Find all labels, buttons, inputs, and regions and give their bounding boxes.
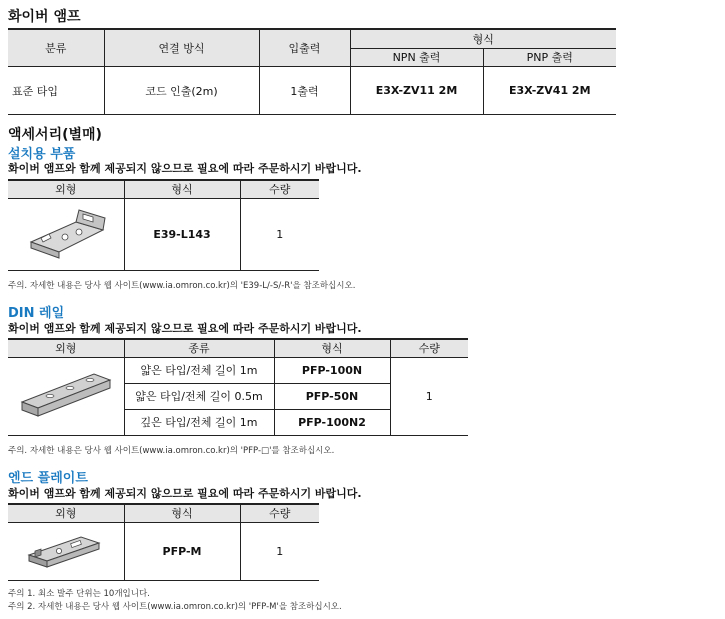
din-header-appearance: 외형 [8, 339, 124, 357]
row-connection: 코드 인출(2m) [104, 67, 259, 115]
mounting-header-model: 형식 [124, 180, 240, 198]
din-row-type: 얇은 타입/전체 길이 1m [124, 357, 274, 383]
end-plate-image [21, 529, 111, 573]
mounting-title: 설치용 부품 [8, 147, 76, 162]
endplate-header-model: 형식 [124, 504, 240, 522]
mounting-bracket-image [21, 204, 111, 264]
header-pnp: PNP 출력 [483, 48, 616, 66]
accessories-title: 액세서리(별매) [8, 127, 102, 143]
din-header-type: 종류 [124, 339, 274, 357]
row-npn-model: E3X-ZV11 2M [350, 67, 483, 115]
mounting-table [8, 179, 319, 271]
endplate-qty: 1 [240, 522, 319, 580]
row-category: 표준 타입 [8, 67, 104, 115]
endplate-model: PFP-M [124, 522, 240, 580]
mounting-header-appearance: 외형 [8, 180, 124, 198]
din-row-model: PFP-100N [274, 357, 390, 383]
page-title: 화이버 앰프 [8, 9, 81, 25]
din-row-model: PFP-100N2 [274, 409, 390, 435]
mounting-desc: 화이버 앰프와 함께 제공되지 않으므로 필요에 따라 주문하시기 바랍니다. [8, 162, 362, 175]
mounting-qty: 1 [240, 198, 319, 270]
endplate-image-cell [8, 522, 124, 580]
din-image-cell [8, 357, 124, 435]
endplate-note-2: 주의 2. 자세한 내용은 당사 웹 사이트(www.ia.omron.co.kr)의 'PFP-M'을 참조하십시오. [8, 602, 342, 612]
din-note: 주의. 자세한 내용은 당사 웹 사이트(www.ia.omron.co.kr)의 'PFP-□'를 참조하십시오. [8, 446, 335, 456]
din-header-model: 형식 [274, 339, 390, 357]
header-output: 입출력 [259, 29, 350, 67]
fiber-amp-table [8, 28, 616, 115]
header-model: 형식 [350, 29, 616, 48]
din-rail-image [16, 368, 116, 424]
row-output: 1출력 [259, 67, 350, 115]
endplate-table [8, 503, 319, 581]
endplate-title: 엔드 플레이트 [8, 471, 88, 486]
mounting-note: 주의. 자세한 내용은 당사 웹 사이트(www.ia.omron.co.kr)의 'E39-L/-S/-R'을 참조하십시오. [8, 281, 356, 291]
din-qty: 1 [390, 357, 468, 435]
din-row-model: PFP-50N [274, 383, 390, 409]
mounting-header-qty: 수량 [240, 180, 319, 198]
din-table [8, 338, 468, 436]
mounting-model: E39-L143 [124, 198, 240, 270]
din-row-type: 깊은 타입/전체 길이 1m [124, 409, 274, 435]
din-header-qty: 수량 [390, 339, 468, 357]
header-npn: NPN 출력 [350, 48, 483, 66]
endplate-header-appearance: 외형 [8, 504, 124, 522]
header-category: 분류 [8, 29, 104, 67]
header-connection: 연결 방식 [104, 29, 259, 67]
din-row-type: 얇은 타입/전체 길이 0.5m [124, 383, 274, 409]
endplate-note-1: 주의 1. 최소 발주 단위는 10개입니다. [8, 589, 150, 599]
mounting-image-cell [8, 198, 124, 270]
din-desc: 화이버 앰프와 함께 제공되지 않으므로 필요에 따라 주문하시기 바랍니다. [8, 322, 362, 335]
din-title: DIN 레일 [8, 306, 65, 321]
endplate-header-qty: 수량 [240, 504, 319, 522]
row-pnp-model: E3X-ZV41 2M [483, 67, 616, 115]
endplate-desc: 화이버 앰프와 함께 제공되지 않으므로 필요에 따라 주문하시기 바랍니다. [8, 487, 362, 500]
